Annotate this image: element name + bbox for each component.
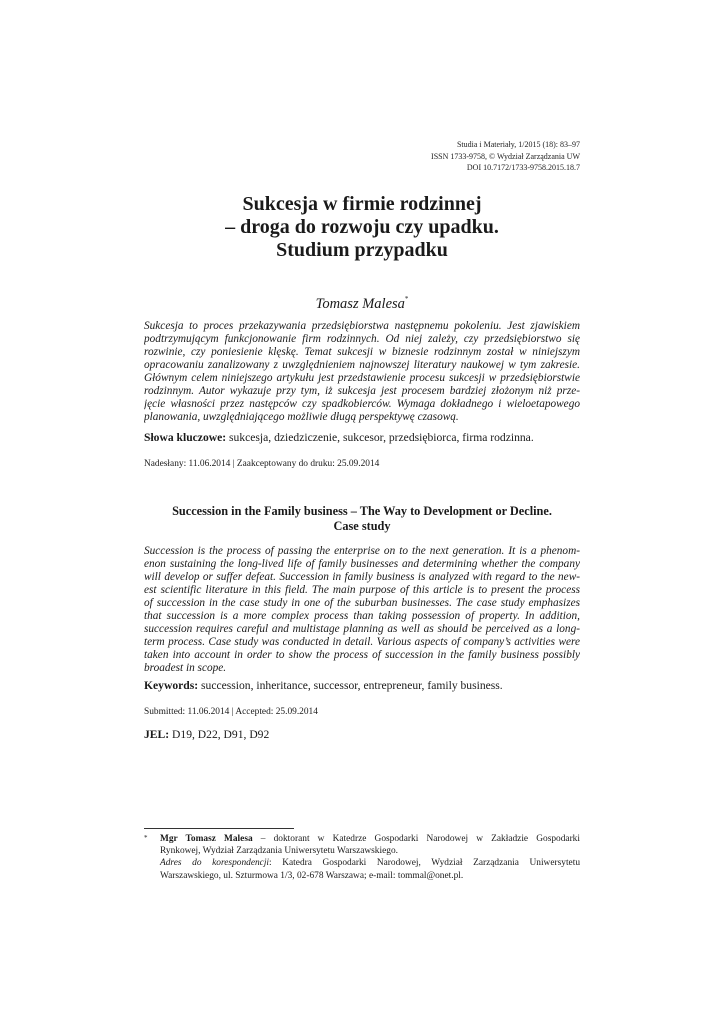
footnote-divider	[144, 828, 294, 829]
english-title	[144, 504, 580, 533]
abstract-line: Sukcesja to proces przekazywania przedsiębiorstwa następnemu pokoleniu. Jest zjawiskiem	[144, 320, 580, 332]
abstract-line: rodzinnym. Autor wykazuje przy tym, iż sukcesja jest procesem bardziej złożonym niż prze-	[144, 385, 580, 397]
abstract-line: jęcie własności przez następców czy spadkobierców. Wymaga dokładnego i wieloetapowego	[144, 398, 580, 410]
abstract-line: planowania, uwzględniającego możliwie długą perspektywę czasową.	[144, 411, 459, 423]
abstract-line: podtrzymującym funkcjonowanie firm rodzinnych. Od niej zależy, czy przedsiębiorstwo się	[144, 333, 580, 345]
abstract-line: broadest in scope.	[144, 662, 227, 674]
abstract-line: that succession is a more complex process than taking possession of property. In addition,	[144, 610, 580, 622]
jel-label: JEL:	[144, 728, 170, 741]
keywords-label: Keywords:	[144, 679, 199, 692]
abstract-line: Głównym celem niniejszego artykułu jest przedstawienie procesu sukcesji w przedsiębiorstwie	[144, 372, 580, 384]
article-title	[144, 193, 580, 262]
keywords-english	[144, 679, 580, 693]
submission-dates-english: Submitted: 11.06.2014 | Accepted: 25.09.2014	[144, 707, 318, 717]
author-footnote-mark: *	[404, 295, 409, 303]
footnote-address-label: Adres do korespondencji	[160, 858, 270, 869]
journal-metadata	[431, 139, 580, 174]
abstract-line: taken into account in order to show the process of succession in the family business possibly	[144, 649, 580, 661]
abstract-line: succession requires careful and multistage planning as well as should be perceived as a long-	[144, 623, 580, 635]
journal-citation: Studia i Materiały, 1/2015 (18): 83–97	[456, 140, 580, 149]
keywords-text: succession, inheritance, successor, entrepreneur, family business.	[198, 679, 503, 692]
abstract-line: rozwinie, czy poniesienie klęskę. Temat sukcesji w biznesie rodzinnym został w niniejszym	[144, 346, 580, 358]
footnote-author-name: Mgr Tomasz Malesa	[160, 834, 253, 844]
abstract-line: of succession in the case study in one of the suburban businesses. The case study emphasizes	[144, 597, 580, 609]
footnote-mark: *	[144, 834, 148, 842]
issn-line: ISSN 1733-9758, © Wydział Zarządzania UW	[431, 151, 580, 161]
abstract-polish	[144, 320, 580, 424]
footnote-affiliation: – doktorant w Katedrze Gospodarki Narodowej w Zakładzie Gospodarki	[252, 834, 580, 844]
abstract-line: enon sustaining the long-lived life of family businesses and determining whether the company	[144, 558, 580, 570]
abstract-english	[144, 545, 580, 675]
doi-line: DOI 10.7172/1733-9758.2015.18.7	[466, 163, 580, 172]
abstract-line: will develop or suffer defeat. Succession in family business is analyzed with regard to the new-	[144, 571, 580, 583]
footnote-line: Warszawskiego, ul. Szturmowa 1/3, 02-678 Warszawa; e-mail: tommal@onet.pl.	[160, 870, 464, 881]
jel-text: D19, D22, D91, D92	[169, 728, 270, 741]
english-title-line: Case study	[333, 518, 391, 533]
jel-codes	[144, 728, 580, 742]
submission-dates-polish: Nadesłany: 11.06.2014 | Zaakceptowany do druku: 25.09.2014	[144, 459, 380, 469]
footnote-line: Rynkowej, Wydział Zarządzania Uniwersytetu Warszawskiego.	[160, 846, 398, 857]
abstract-line: Succession is the process of passing the enterprise on to the next generation. It is a phenom-	[144, 545, 580, 557]
footnote-address: : Katedra Gospodarki Narodowej, Wydział Zarządzania Uniwersytetu	[269, 858, 580, 869]
abstract-line: est scientific literature in this field. The main purpose of this article is to present the process	[144, 584, 580, 596]
title-line: – droga do rozwoju czy upadku.	[225, 216, 499, 238]
title-line: Studium przypadku	[276, 239, 448, 261]
title-line: Sukcesja w firmie rodzinnej	[242, 193, 482, 215]
keywords-text: sukcesja, dziedziczenie, sukcesor, przedsiębiorca, firma rodzinna.	[226, 431, 534, 444]
english-title-line: Succession in the Family business – The Way to Development or Decline.	[172, 504, 552, 518]
footnote-line	[144, 833, 580, 845]
footnote-line	[144, 857, 580, 869]
author-name	[144, 291, 580, 312]
keywords-label: Słowa kluczowe:	[144, 431, 227, 444]
abstract-line: term process. Case study was conducted in detail. Various aspects of company’s activities were	[144, 636, 580, 648]
abstract-line: opracowaniu zanalizowany z uwzględnieniem najnowszej literatury naukowej w tym zakresie.	[144, 359, 580, 371]
keywords-polish	[144, 431, 580, 445]
author-footnote	[144, 833, 580, 882]
author-name-text: Tomasz Malesa	[315, 296, 405, 312]
